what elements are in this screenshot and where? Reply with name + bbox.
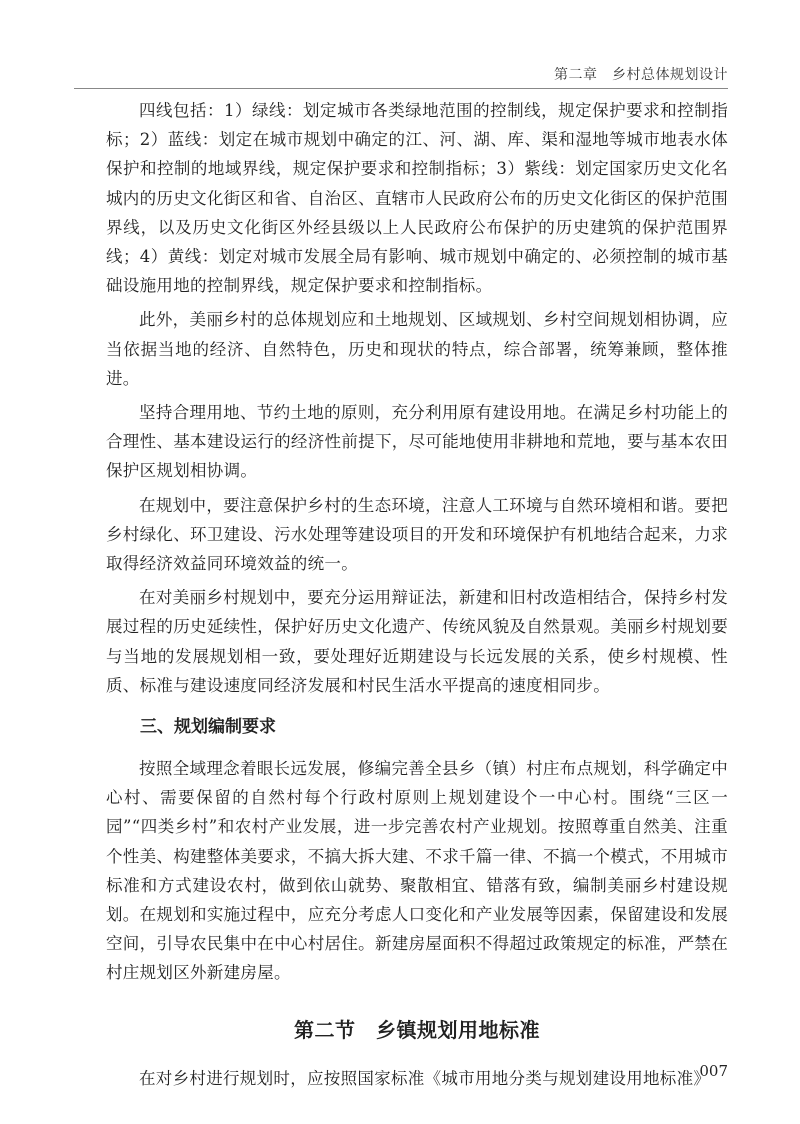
section-title: 第二节 乡镇规划用地标准 bbox=[294, 1017, 540, 1042]
page-body bbox=[106, 96, 728, 1098]
paragraph-land-use: 坚持合理用地、节约土地的原则，充分利用原有建设用地。在满足乡村功能上的合理性、基本建设运行的经济性前提下，尽可能地使用非耕地和荒地，要与基本农田保护区规划相协调。 bbox=[106, 403, 728, 481]
paragraph-ecology: 在规划中，要注意保护乡村的生态环境，注意人工环境与自然环境相和谐。要把乡村绿化、环卫建设、污水处理等建设项目的开发和环境保护有机地结合起来，力求取得经济效益同环境效益的统一。 bbox=[106, 495, 728, 574]
paragraph-planning-requirements: 按照全域理念着眼长远发展，修编完善全县乡（镇）村庄布点规划，科学确定中心村、需要保留的自然村每个行政村原则上规划建设个一中心村。围绕“三区一园”“四类乡村”和农村产业发展，进一步完善农村产业规划。按照尊重自然美、注重个性美、构建整体美要求，不搞大拆大建、不求千篇一律、不搞一个模式，不用城市标准和方式建设农村，做到依山就势、聚散相宜、错落有致，编制美丽乡村建设规划。在规划和实施过程中，应充分考虑人口变化和产业发展等因素，保留建设和发展空间，引导农民集中在中心村居住。新建房屋面积不得超过政策规定的标准，严禁在村庄规划区外新建房屋。 bbox=[106, 759, 728, 983]
page-header bbox=[0, 0, 800, 90]
page-number: 007 bbox=[699, 1062, 728, 1080]
header-rule bbox=[74, 88, 728, 89]
paragraph-land-standard: 在对乡村进行规划时，应按照国家标准《城市用地分类与规划建设用地标准》 bbox=[139, 1068, 711, 1088]
paragraph-coordination: 此外，美丽乡村的总体规划应和土地规划、区域规划、乡村空间规划相协调，应当依据当地的经济、自然特色，历史和现状的特点，综合部署，统筹兼顾，整体推进。 bbox=[106, 310, 728, 388]
paragraph-dialectics: 在对美丽乡村规划中，要充分运用辩证法，新建和旧村改造相结合，保持乡村发展过程的历史延续性，保护好历史文化遗产、传统风貌及自然景观。美丽乡村规划要与当地的发展规划相一致，要处理好近期建设与长远发展的关系，使乡村规模、性质、标准与建设速度同经济发展和村民生活水平提高的速度相同步。 bbox=[106, 588, 728, 695]
chapter-title: 第二章 乡村总体规划设计 bbox=[554, 67, 728, 83]
subheading-planning-requirements: 三、规划编制要求 bbox=[140, 717, 276, 738]
paragraph-four-lines: 四线包括：1）绿线：划定城市各类绿地范围的控制线，规定保护要求和控制指标；2）蓝线：划定在城市规划中确定的江、河、湖、库、渠和湿地等城市地表水体保护和控制的地域界线，规定保护要求和控制指标；3）紫线：划定国家历史文化名城内的历史文化街区和省、自治区、直辖市人民政府公布的历史文化街区的保护范围界线，以及历史文化街区外经县级以上人民政府公布保护的历史建筑的保护范围界线；4）黄线：划定对城市发展全局有影响、城市规划中确定的、必须控制的城市基础设施用地的控制界线，规定保护要求和控制指标。 bbox=[106, 101, 728, 296]
